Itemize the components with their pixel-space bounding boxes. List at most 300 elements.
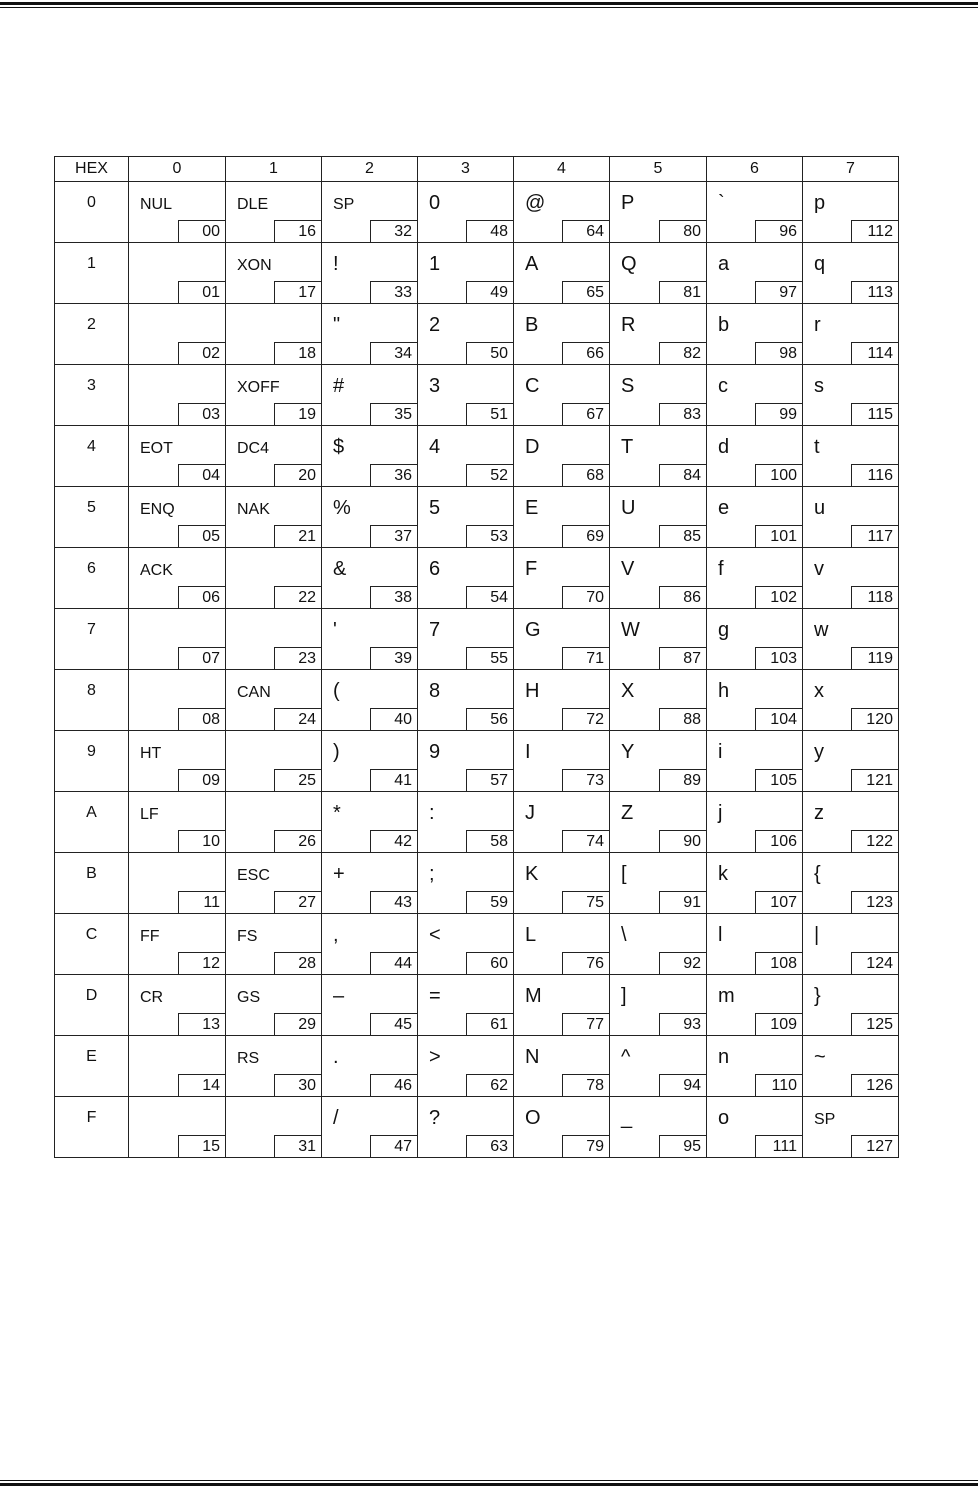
table-cell: [129, 731, 226, 792]
row-hex-label: A: [86, 804, 97, 821]
table-cell: [707, 1097, 803, 1158]
decimal-code: 103: [755, 647, 802, 669]
char-label: NUL: [140, 196, 173, 213]
decimal-code: 56: [466, 708, 513, 730]
decimal-code: 120: [851, 708, 898, 730]
decimal-code: 119: [851, 647, 898, 669]
decimal-code: 87: [659, 647, 706, 669]
char-label: i: [718, 741, 723, 763]
char-label: 7: [429, 619, 441, 641]
table-cell: [226, 243, 322, 304]
decimal-code: 37: [370, 525, 417, 547]
decimal-code: 58: [466, 830, 513, 852]
char-label: F: [525, 558, 538, 580]
column-header: 2: [322, 157, 418, 182]
row-hex-header: [55, 1036, 129, 1097]
table-cell: [707, 243, 803, 304]
decimal-code: 00: [178, 220, 225, 242]
char-label: ': [333, 619, 337, 641]
decimal-code: 30: [274, 1074, 321, 1096]
table-cell: [418, 975, 514, 1036]
decimal-code: 24: [274, 708, 321, 730]
char-label: O: [525, 1107, 541, 1129]
bottom-rule-thin: [0, 1480, 978, 1481]
table-cell: [129, 365, 226, 426]
decimal-code: 61: [466, 1013, 513, 1035]
table-cell: [803, 914, 899, 975]
decimal-code: 15: [178, 1135, 225, 1157]
char-label: V: [621, 558, 635, 580]
char-label: XON: [237, 257, 272, 274]
char-label: [: [621, 863, 627, 885]
char-label: M: [525, 985, 542, 1007]
char-label: FF: [140, 928, 160, 945]
decimal-code: 55: [466, 647, 513, 669]
table-cell: [803, 731, 899, 792]
char-label: @: [525, 192, 546, 214]
decimal-code: 39: [370, 647, 417, 669]
decimal-code: 07: [178, 647, 225, 669]
char-label: <: [429, 924, 441, 946]
table-cell: [322, 670, 418, 731]
char-label: LF: [140, 806, 159, 823]
char-label: 4: [429, 436, 441, 458]
decimal-code: 89: [659, 769, 706, 791]
table-cell: [226, 975, 322, 1036]
decimal-code: 115: [851, 403, 898, 425]
table-cell: [514, 914, 610, 975]
table-row: [55, 365, 899, 426]
char-label: m: [718, 985, 735, 1007]
bottom-rule-thick: [0, 1483, 978, 1486]
decimal-code: 09: [178, 769, 225, 791]
row-hex-label: 9: [87, 743, 96, 760]
table-cell: [803, 426, 899, 487]
decimal-code: 49: [466, 281, 513, 303]
table-cell: [322, 853, 418, 914]
char-label: c: [718, 375, 728, 397]
table-row: [55, 487, 899, 548]
column-header: 4: [514, 157, 610, 182]
table-row: [55, 609, 899, 670]
table-cell: [129, 975, 226, 1036]
header-row: [55, 157, 899, 182]
decimal-code: 18: [274, 342, 321, 364]
row-hex-label: F: [86, 1109, 97, 1126]
column-header: 0: [129, 157, 226, 182]
decimal-code: 64: [562, 220, 609, 242]
char-label: ACK: [140, 562, 173, 579]
decimal-code: 67: [562, 403, 609, 425]
char-label: _: [621, 1107, 633, 1129]
char-label: q: [814, 253, 826, 275]
char-label: ESC: [237, 867, 270, 884]
decimal-code: 53: [466, 525, 513, 547]
decimal-code: 11: [178, 891, 225, 913]
char-label: X: [621, 680, 635, 702]
decimal-code: 22: [274, 586, 321, 608]
row-hex-label: B: [86, 865, 97, 882]
decimal-code: 45: [370, 1013, 417, 1035]
char-label: $: [333, 436, 345, 458]
table-row: [55, 670, 899, 731]
decimal-code: 77: [562, 1013, 609, 1035]
table-cell: [226, 304, 322, 365]
decimal-code: 106: [755, 830, 802, 852]
decimal-code: 112: [851, 220, 898, 242]
decimal-code: 96: [755, 220, 802, 242]
char-label: x: [814, 680, 824, 702]
table-cell: [322, 1097, 418, 1158]
decimal-code: 127: [851, 1135, 898, 1157]
char-label: w: [814, 619, 829, 641]
char-label: 9: [429, 741, 441, 763]
char-label: f: [718, 558, 724, 580]
decimal-code: 121: [851, 769, 898, 791]
table-cell: [129, 853, 226, 914]
decimal-code: 28: [274, 952, 321, 974]
char-label: L: [525, 924, 537, 946]
table-cell: [514, 365, 610, 426]
char-label: D: [525, 436, 540, 458]
decimal-code: 108: [755, 952, 802, 974]
char-label: ): [333, 741, 340, 763]
table-row: [55, 243, 899, 304]
table-cell: [514, 975, 610, 1036]
table-cell: [226, 914, 322, 975]
decimal-code: 12: [178, 952, 225, 974]
decimal-code: 41: [370, 769, 417, 791]
decimal-code: 17: [274, 281, 321, 303]
decimal-code: 65: [562, 281, 609, 303]
char-label: s: [814, 375, 824, 397]
table-cell: [803, 182, 899, 243]
char-label: a: [718, 253, 730, 275]
decimal-code: 27: [274, 891, 321, 913]
table-cell: [418, 853, 514, 914]
table-cell: [610, 670, 707, 731]
table-cell: [129, 1036, 226, 1097]
decimal-code: 82: [659, 342, 706, 364]
decimal-code: 52: [466, 464, 513, 486]
decimal-code: 26: [274, 830, 321, 852]
decimal-code: 116: [851, 464, 898, 486]
table-cell: [322, 609, 418, 670]
table-cell: [610, 975, 707, 1036]
table-cell: [226, 487, 322, 548]
table-cell: [803, 1036, 899, 1097]
decimal-code: 94: [659, 1074, 706, 1096]
table-row: [55, 914, 899, 975]
char-label: ,: [333, 924, 339, 946]
decimal-code: 71: [562, 647, 609, 669]
char-label: U: [621, 497, 636, 519]
row-hex-header: [55, 243, 129, 304]
char-label: NAK: [237, 501, 270, 518]
char-label: CAN: [237, 684, 271, 701]
top-rule-thick: [0, 2, 978, 5]
table-cell: [129, 548, 226, 609]
table-cell: [226, 792, 322, 853]
table-cell: [514, 792, 610, 853]
char-label: B: [525, 314, 539, 336]
decimal-code: 85: [659, 525, 706, 547]
table-cell: [226, 609, 322, 670]
row-hex-label: 2: [87, 316, 96, 333]
table-cell: [803, 304, 899, 365]
char-label: XOFF: [237, 379, 280, 396]
table-cell: [322, 1036, 418, 1097]
table-cell: [610, 243, 707, 304]
char-label: g: [718, 619, 730, 641]
char-label: N: [525, 1046, 540, 1068]
decimal-code: 04: [178, 464, 225, 486]
row-hex-header: [55, 365, 129, 426]
char-label: %: [333, 497, 351, 519]
table-cell: [803, 487, 899, 548]
table-cell: [129, 304, 226, 365]
decimal-code: 113: [851, 281, 898, 303]
decimal-code: 124: [851, 952, 898, 974]
char-label: .: [333, 1046, 339, 1068]
table-cell: [514, 1036, 610, 1097]
column-header: 7: [803, 157, 899, 182]
decimal-code: 23: [274, 647, 321, 669]
char-label: p: [814, 192, 826, 214]
char-label: k: [718, 863, 728, 885]
table-row: [55, 426, 899, 487]
char-label: *: [333, 802, 341, 824]
table-cell: [610, 1036, 707, 1097]
char-label: {: [814, 863, 821, 885]
char-label: H: [525, 680, 540, 702]
row-hex-label: 5: [87, 499, 96, 516]
column-header: 1: [226, 157, 322, 182]
char-label: ^: [621, 1046, 631, 1068]
decimal-code: 08: [178, 708, 225, 730]
decimal-code: 104: [755, 708, 802, 730]
char-label: ]: [621, 985, 627, 1007]
char-label: (: [333, 680, 340, 702]
table-cell: [418, 548, 514, 609]
table-cell: [129, 914, 226, 975]
table-cell: [129, 792, 226, 853]
table-cell: [226, 365, 322, 426]
decimal-code: 35: [370, 403, 417, 425]
table-cell: [322, 182, 418, 243]
table-cell: [707, 609, 803, 670]
decimal-code: 73: [562, 769, 609, 791]
char-label: \: [621, 924, 627, 946]
row-hex-label: D: [85, 987, 98, 1004]
table-cell: [610, 1097, 707, 1158]
decimal-code: 20: [274, 464, 321, 486]
row-hex-header: [55, 853, 129, 914]
decimal-code: 75: [562, 891, 609, 913]
table-cell: [803, 975, 899, 1036]
table-cell: [129, 487, 226, 548]
decimal-code: 76: [562, 952, 609, 974]
row-hex-header: [55, 731, 129, 792]
table-cell: [226, 670, 322, 731]
decimal-code: 118: [851, 586, 898, 608]
char-label: I: [525, 741, 531, 763]
decimal-code: 80: [659, 220, 706, 242]
decimal-code: 47: [370, 1135, 417, 1157]
table-cell: [129, 426, 226, 487]
char-label: 3: [429, 375, 441, 397]
row-hex-header: [55, 304, 129, 365]
decimal-code: 63: [466, 1135, 513, 1157]
table-row: [55, 182, 899, 243]
char-label: !: [333, 253, 339, 275]
decimal-code: 91: [659, 891, 706, 913]
decimal-code: 90: [659, 830, 706, 852]
char-label: >: [429, 1046, 441, 1068]
decimal-code: 66: [562, 342, 609, 364]
char-label: K: [525, 863, 539, 885]
table-cell: [322, 975, 418, 1036]
table-cell: [514, 243, 610, 304]
row-hex-label: 4: [87, 438, 96, 455]
table-cell: [418, 792, 514, 853]
table-cell: [707, 304, 803, 365]
decimal-code: 62: [466, 1074, 513, 1096]
table-cell: [129, 670, 226, 731]
table-cell: [514, 182, 610, 243]
table-cell: [803, 1097, 899, 1158]
char-label: j: [718, 802, 723, 824]
char-label: S: [621, 375, 635, 397]
table-cell: [226, 426, 322, 487]
char-label: G: [525, 619, 541, 641]
table-cell: [610, 426, 707, 487]
decimal-code: 123: [851, 891, 898, 913]
char-label: W: [621, 619, 640, 641]
decimal-code: 29: [274, 1013, 321, 1035]
decimal-code: 83: [659, 403, 706, 425]
char-label: ENQ: [140, 501, 175, 518]
table-row: [55, 1036, 899, 1097]
decimal-code: 21: [274, 525, 321, 547]
table-cell: [418, 1036, 514, 1097]
table-cell: [226, 1036, 322, 1097]
decimal-code: 06: [178, 586, 225, 608]
table-cell: [226, 731, 322, 792]
char-label: ?: [429, 1107, 441, 1129]
table-cell: [707, 182, 803, 243]
table-cell: [418, 304, 514, 365]
decimal-code: 97: [755, 281, 802, 303]
decimal-code: 98: [755, 342, 802, 364]
table-cell: [322, 792, 418, 853]
row-hex-header: [55, 792, 129, 853]
table-cell: [610, 914, 707, 975]
char-label: C: [525, 375, 540, 397]
char-label: HT: [140, 745, 162, 762]
char-label: 0: [429, 192, 441, 214]
decimal-code: 70: [562, 586, 609, 608]
decimal-code: 50: [466, 342, 513, 364]
char-label: |: [814, 924, 820, 946]
decimal-code: 86: [659, 586, 706, 608]
decimal-code: 111: [755, 1135, 802, 1157]
row-hex-header: [55, 487, 129, 548]
char-label: SP: [814, 1111, 836, 1128]
table-cell: [610, 792, 707, 853]
row-hex-header: [55, 1097, 129, 1158]
table-cell: [707, 365, 803, 426]
row-hex-label: C: [85, 926, 98, 943]
char-label: t: [814, 436, 820, 458]
table-cell: [322, 914, 418, 975]
table-cell: [322, 731, 418, 792]
table-cell: [803, 670, 899, 731]
char-label: Z: [621, 802, 634, 824]
char-label: u: [814, 497, 826, 519]
decimal-code: 19: [274, 403, 321, 425]
decimal-code: 40: [370, 708, 417, 730]
char-label: 2: [429, 314, 441, 336]
decimal-code: 84: [659, 464, 706, 486]
decimal-code: 117: [851, 525, 898, 547]
char-label: +: [333, 863, 345, 885]
table-cell: [707, 548, 803, 609]
table-cell: [707, 1036, 803, 1097]
table-cell: [129, 1097, 226, 1158]
decimal-code: 51: [466, 403, 513, 425]
table-cell: [129, 182, 226, 243]
table-cell: [610, 365, 707, 426]
char-label: d: [718, 436, 730, 458]
char-label: DC4: [237, 440, 270, 457]
table-cell: [418, 426, 514, 487]
row-hex-header: [55, 182, 129, 243]
char-label: ": [333, 314, 341, 336]
column-header: 3: [418, 157, 514, 182]
char-label: FS: [237, 928, 258, 945]
table-cell: [803, 365, 899, 426]
decimal-code: 122: [851, 830, 898, 852]
table-cell: [707, 426, 803, 487]
table-cell: [322, 243, 418, 304]
decimal-code: 46: [370, 1074, 417, 1096]
row-hex-label: E: [86, 1048, 97, 1065]
decimal-code: 14: [178, 1074, 225, 1096]
char-label: DLE: [237, 196, 269, 213]
table-cell: [707, 670, 803, 731]
table-cell: [418, 1097, 514, 1158]
decimal-code: 74: [562, 830, 609, 852]
table-cell: [803, 243, 899, 304]
table-cell: [418, 365, 514, 426]
row-hex-header: [55, 426, 129, 487]
char-label: J: [525, 802, 535, 824]
row-hex-label: 1: [87, 255, 96, 272]
decimal-code: 126: [851, 1074, 898, 1096]
decimal-code: 32: [370, 220, 417, 242]
row-hex-label: 8: [87, 682, 96, 699]
decimal-code: 48: [466, 220, 513, 242]
char-label: Q: [621, 253, 637, 275]
decimal-code: 33: [370, 281, 417, 303]
table-row: [55, 792, 899, 853]
top-rule-thin: [0, 7, 978, 8]
decimal-code: 100: [755, 464, 802, 486]
table-cell: [707, 487, 803, 548]
decimal-code: 42: [370, 830, 417, 852]
decimal-code: 105: [755, 769, 802, 791]
